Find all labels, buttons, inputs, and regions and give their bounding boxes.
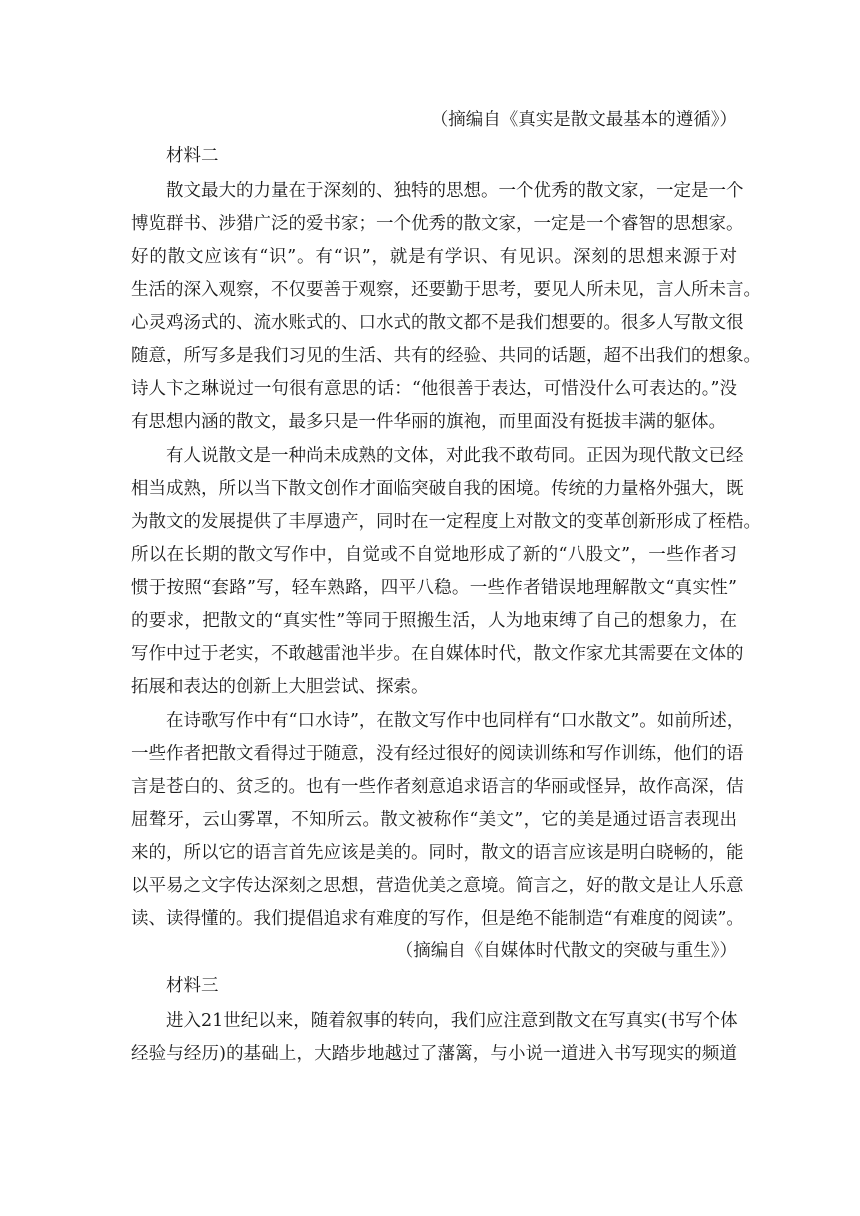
para3-line: 一些作者把散文看得过于随意，没有经过很好的阅读训练和写作训练，他们的语: [131, 744, 744, 764]
para4-line: 经验与经历)的基础上，大踏步地越过了藩篱，与小说一道进入书写现实的频道: [131, 1044, 737, 1064]
para2-line: 的要求，把散文的“真实性”等同于照搬生活，人为地束缚了自己的想象力，在: [131, 611, 737, 631]
para2-line: 相当成熟，所以当下散文创作才面临突破自我的困境。传统的力量格外强大，既: [131, 479, 744, 499]
para3-line: 以平易之文字传达深刻之思想，营造优美之意境。简言之，好的散文是让人乐意: [131, 876, 744, 896]
para3-line: 屈聱牙，云山雾罩，不知所云。散文被称作“美文”，它的美是通过语言表现出: [131, 810, 737, 830]
para4-line: 进入21世纪以来，随着叙事的转向，我们应注意到散文在写真实(书写个体: [166, 1011, 738, 1031]
para2-line: 惯于按照“套路”写，轻车熟路，四平八稳。一些作者错误地理解散文“真实性”: [131, 578, 737, 598]
para2-line: 所以在长期的散文写作中，自觉或不自觉地形成了新的“八股文”，一些作者习: [131, 545, 737, 565]
para1-line: 有思想内涵的散文，最多只是一件华丽的旗袍，而里面没有挺拔丰满的躯体。: [131, 412, 726, 432]
para3-line: 言是苍白的、贫乏的。也有一些作者刻意追求语言的华丽或怪异，故作高深，佶: [131, 777, 744, 797]
para1-line: 随意，所写多是我们习见的生活、共有的经验、共同的话题，超不出我们的想象。: [131, 346, 761, 366]
para2-line: 有人说散文是一种尚未成熟的文体，对此我不敢苟同。正因为现代散文已经: [166, 446, 744, 466]
para3-line: 读、读得懂的。我们提倡追求有难度的写作，但是绝不能制造“有难度的阅读”。: [131, 909, 744, 929]
para1-line: 散文最大的力量在于深刻的、独特的思想。一个优秀的散文家，一定是一个: [166, 181, 744, 201]
para1-line: 诗人卞之琳说过一句很有意思的话：“他很善于表达，可惜没什么可表达的。”没: [131, 379, 737, 399]
source-citation-1: （摘编自《真实是散文最基本的遵循》）: [430, 110, 737, 130]
section-heading-material-2: 材料二: [166, 146, 219, 166]
para3-line: 在诗歌写作中有“口水诗”，在散文写作中也同样有“口水散文”。如前所述，: [166, 711, 745, 731]
para2-line: 拓展和表达的创新上大胆尝试、探索。: [131, 677, 429, 697]
source-citation-2: （摘编自《自媒体时代散文的突破与重生》）: [395, 941, 737, 961]
para1-line: 好的散文应该有“识”。有“识”，就是有学识、有见识。深刻的思想来源于对: [131, 247, 737, 267]
para1-line: 博览群书、涉猎广泛的爱书家；一个优秀的散文家，一定是一个睿智的思想家。: [131, 214, 744, 234]
section-heading-material-3: 材料三: [166, 976, 219, 996]
para2-line: 为散文的发展提供了丰厚遗产，同时在一定程度上对散文的变革创新形成了桎梏。: [131, 512, 761, 532]
para1-line: 生活的深入观察，不仅要善于观察，还要勤于思考，要见人所未见，言人所未言。: [131, 280, 761, 300]
para2-line: 写作中过于老实，不敢越雷池半步。在自媒体时代，散文作家尤其需要在文体的: [131, 644, 744, 664]
para3-line: 来的，所以它的语言首先应该是美的。同时，散文的语言应该是明白晓畅的，能: [131, 843, 744, 863]
para1-line: 心灵鸡汤式的、流水账式的、口水式的散文都不是我们想要的。很多人写散文很: [131, 313, 744, 333]
